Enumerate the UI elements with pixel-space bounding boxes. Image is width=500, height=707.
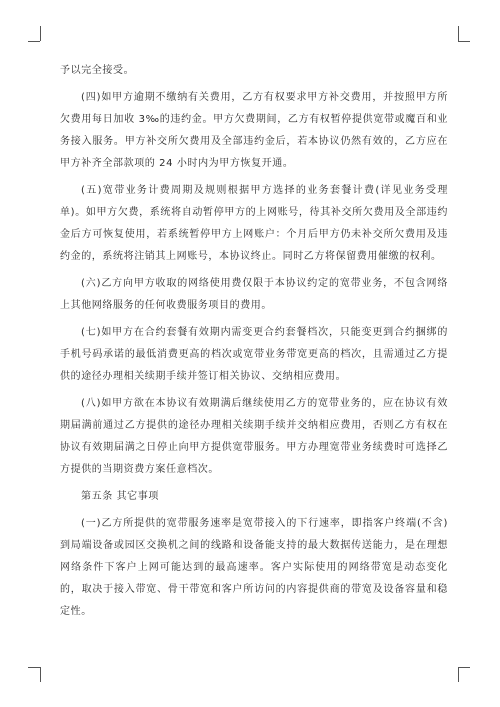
paragraph-clause-4: (四)如甲方逾期不缴纳有关费用，乙方有权要求甲方补交费用，并按照甲方所欠费用每日加收 3‰的违约金。甲方欠费期间，乙方有权暂停提供宽带或魔百和业务接入服务。甲方补交所欠费用及全部违约金后，若本协议仍然有效的，乙方应在甲方补齐全部款项的 24 小时内为甲方恢复开通。 — [60, 92, 448, 169]
crop-mark-top-left — [40, 26, 41, 41]
crop-mark-bottom-right — [458, 667, 459, 682]
crop-mark-bottom-left — [40, 667, 41, 682]
document-body — [60, 60, 448, 628]
paragraph-other-clause-1: (一)乙方所提供的宽带服务速率是宽带接入的下行速率，即指客户终端(不含)到局端设备或园区交换机之间的线路和设备能支持的最大数据传送能力，是在理想网络条件下客户上网可能达到的最高速率。客户实际使用的网络带宽是动态变化的，取决于接入带宽、骨干带宽和客户所访问的内容提供商的带宽及设备容量和稳定性。 — [60, 518, 448, 617]
crop-mark-top-right — [458, 41, 470, 42]
crop-mark-top-right — [458, 26, 459, 41]
paragraph-clause-5: (五)宽带业务计费周期及规则根据甲方选择的业务套餐计费(详见业务受理单)。如甲方欠费，系统将自动暂停甲方的上网账号，待其补交所欠费用及全部违约金后方可恢复使用，若系统暂停甲方上网账户：个月后甲方仍未补交所欠费用及违约金的，系统将注销其上网账号，本协议终止。同时乙方将保留费用催缴的权利。 — [60, 185, 448, 262]
paragraph-clause-6: (六)乙方向甲方收取的网络使用费仅限于本协议约定的宽带业务，不包含网络上其他网络服务的任何收费服务项目的费用。 — [60, 278, 448, 311]
crop-mark-bottom-right — [458, 667, 470, 668]
paragraph-clause-7: (七)如甲方在合约套餐有效期内需变更合约套餐档次，只能变更到合约捆绑的手机号码承诺的最低消费更高的档次或宽带业务带宽更高的档次，且需通过乙方提供的途径办理相关续期手续并签订相关协议、交纳相应费用。 — [60, 327, 448, 382]
section-heading: 第五条 其它事项 — [81, 491, 159, 502]
paragraph-clause-8: (八)如甲方欲在本协议有效期满后继续使用乙方的宽带业务的，应在协议有效期届满前通过乙方提供的途径办理相关续期手续并交纳相应费用，否则乙方有权在协议有效期届满之日停止向甲方提供宽带服务。甲方办理宽带业务续费时可选择乙方提供的当期资费方案任意档次。 — [60, 398, 448, 475]
crop-mark-top-left — [28, 41, 40, 42]
paragraph-continuation: 予以完全接受。 — [60, 65, 135, 76]
crop-mark-bottom-left — [28, 667, 40, 668]
